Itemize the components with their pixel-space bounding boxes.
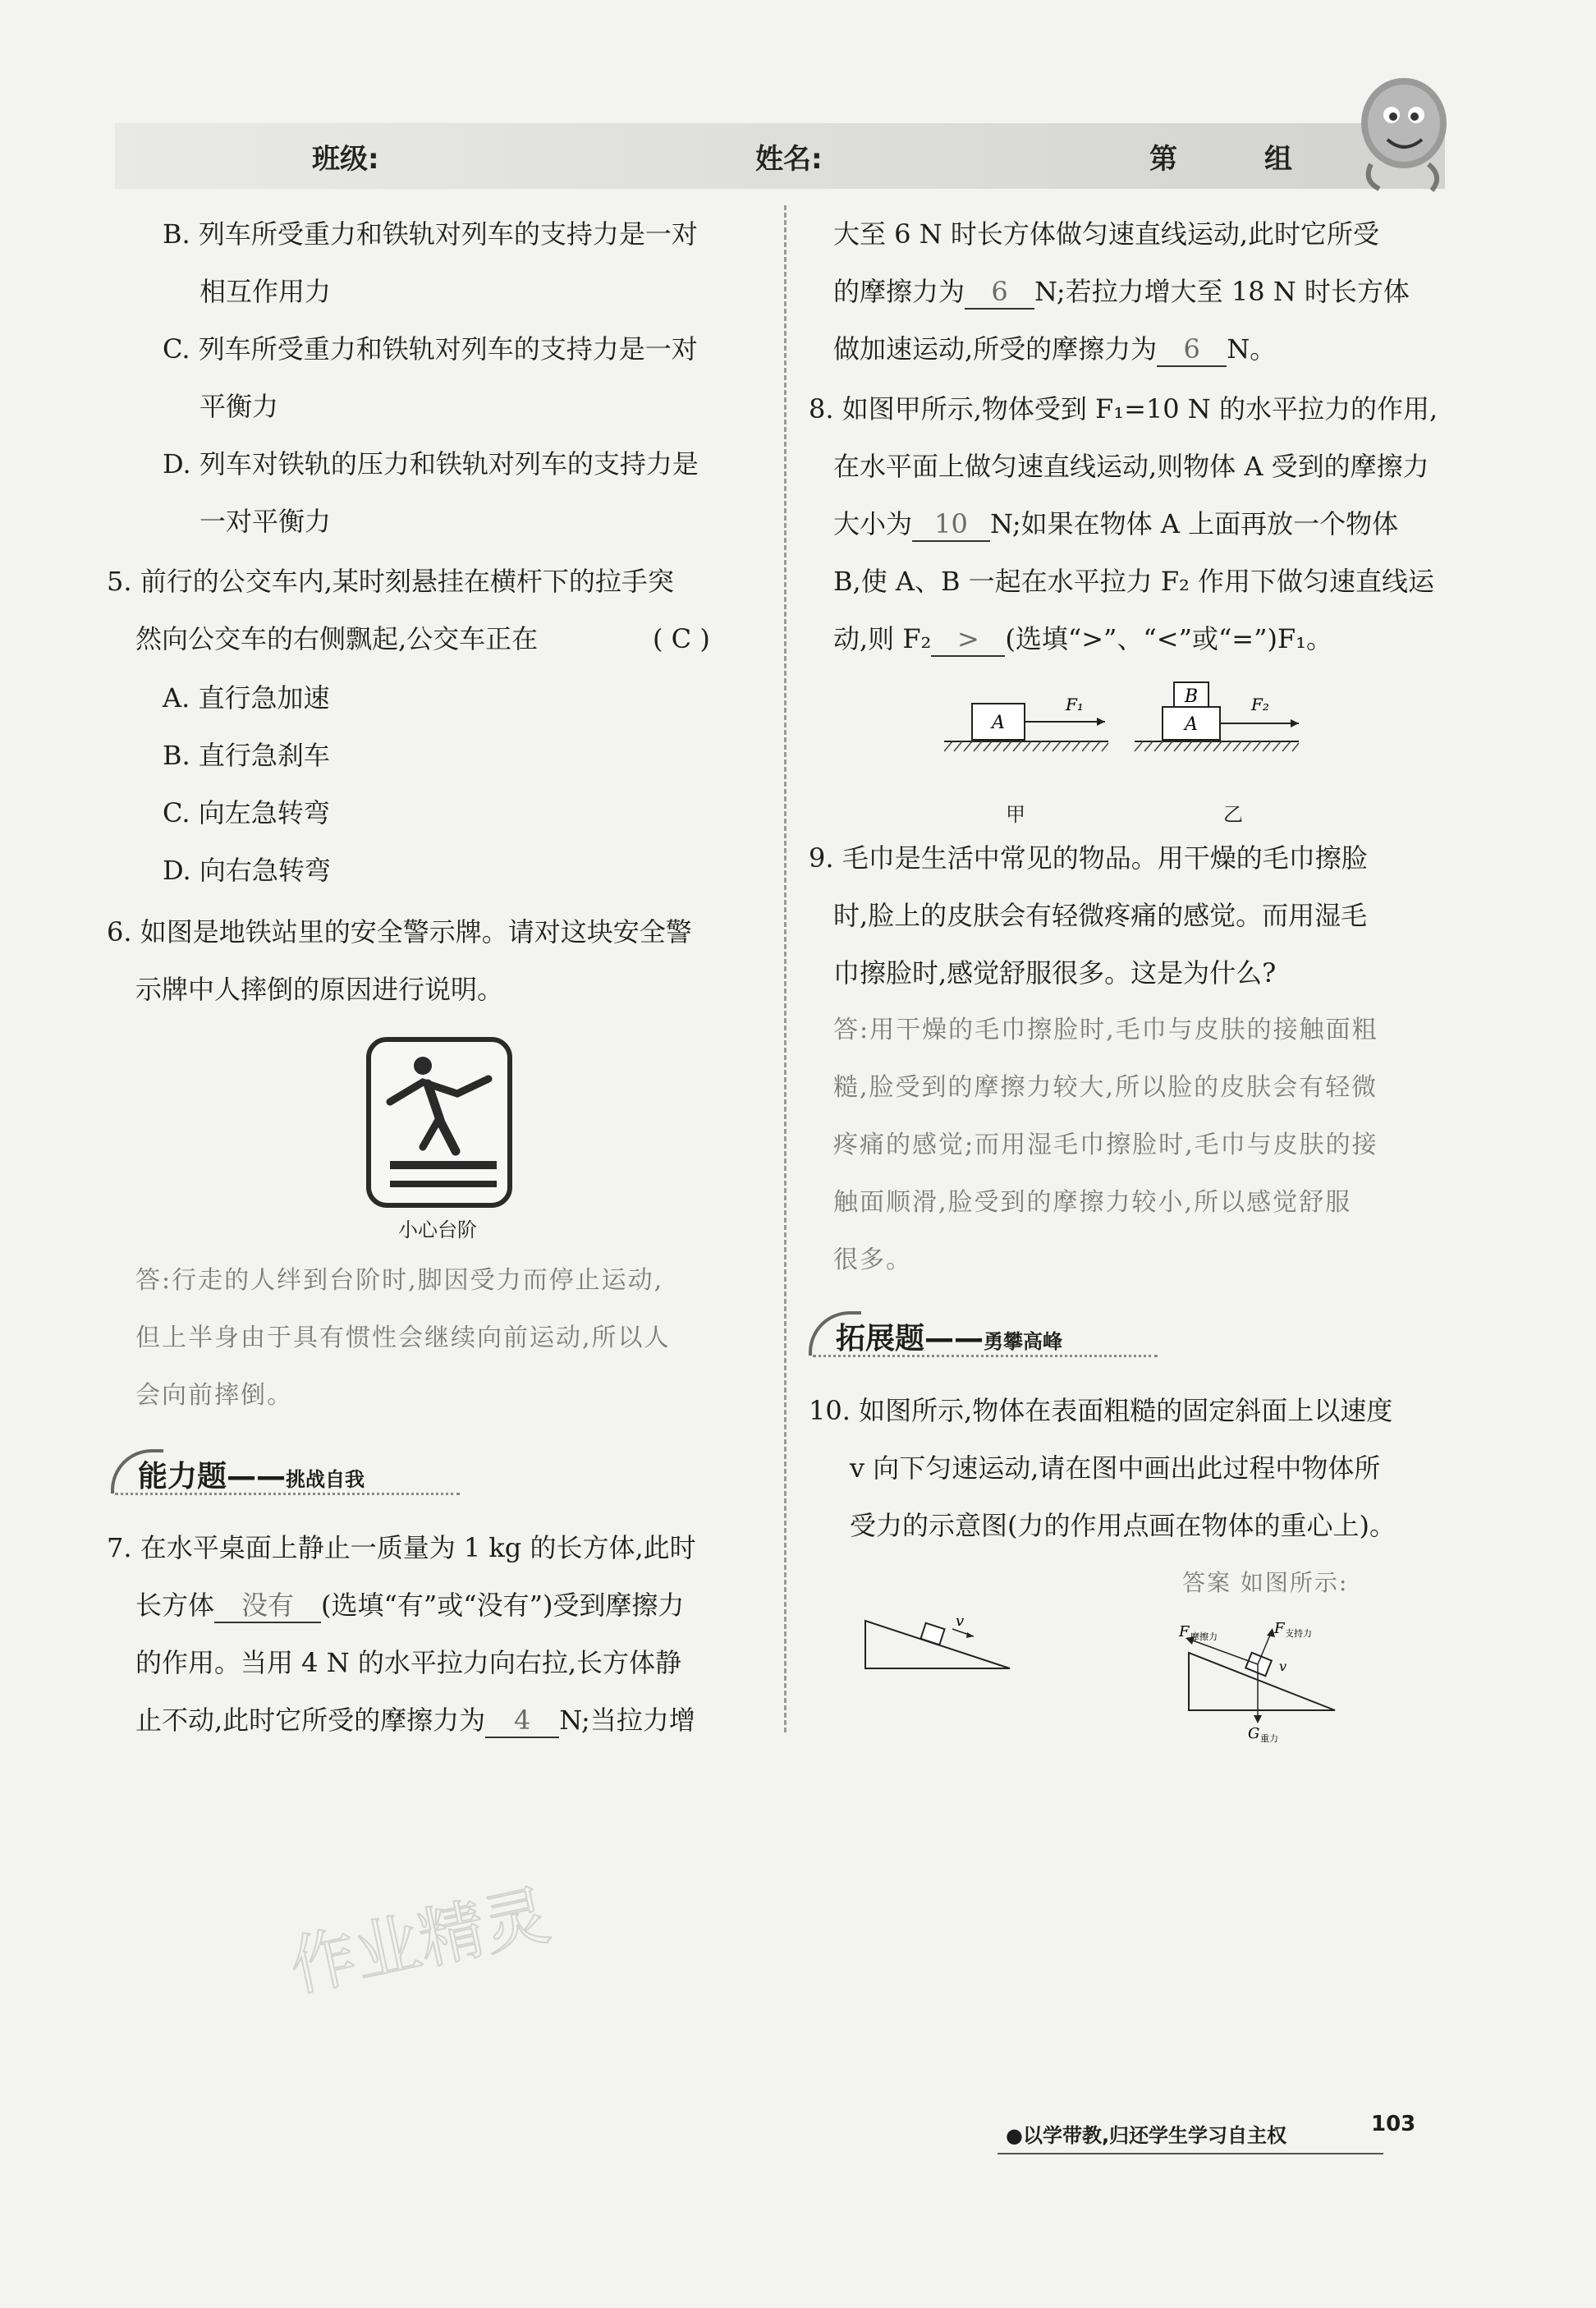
q8-line3-end: N;如果在物体 A 上面再放一个物体 [990,508,1399,539]
q9-answer-line5: 很多。 [833,1246,912,1274]
q10-support-f: F [1274,1622,1285,1637]
section-ability-title [138,1453,365,1495]
name-label: 姓名: [755,143,823,176]
q4-option-b-line2: 相互作用力 [200,276,332,307]
q6-line1: 6. 如图是地铁站里的安全警示牌。请对这块安全警 [107,916,692,948]
q7-blank-friction-18n: 6 [1157,333,1227,367]
q8-line5-end: (选填“>”、“<”或“=”)F₁。 [1005,623,1332,654]
q8-figure-jia [944,677,1117,768]
fig-jia-block-a: A [992,713,1005,733]
section-extension-sub: 勇攀高峰 [984,1330,1063,1353]
q10-line3: 受力的示意图(力的作用点画在物体的重心上)。 [850,1510,1396,1541]
q10-line2: v 向下匀速运动,请在图中画出此过程中物体所 [850,1452,1381,1484]
footer-motto: ●以学带教,归还学生学习自主权 [1006,2124,1287,2147]
section-extension-dash: —— [924,1322,984,1356]
footer-line [998,2153,1383,2154]
q10-friction-sub: 摩擦力 [1190,1631,1218,1642]
q8-line3-start: 大小为 [833,508,913,539]
q10-velocity-label: v [956,1613,965,1630]
q7-cont-line3 [833,333,1276,367]
q7-blank-friction-6n: 6 [965,275,1034,310]
q8-line1: 8. 如图甲所示,物体受到 F₁=10 N 的水平拉力的作用, [809,393,1438,424]
q9-line3: 巾擦脸时,感觉舒服很多。这是为什么? [833,957,1277,989]
q4-option-d-line1: D. 列车对铁轨的压力和铁轨对列车的支持力是 [163,448,699,479]
fig-yi-force-f2: F₂ [1251,695,1269,714]
q7-line3: 的作用。当用 4 N 的水平拉力向右拉,长方体静 [135,1647,682,1678]
q9-answer-line4: 触面顺滑,脸受到的摩擦力较小,所以感觉舒服 [833,1188,1352,1217]
q6-line2: 示牌中人摔倒的原因进行说明。 [135,974,504,1005]
q10-answer-velocity: v [1279,1659,1287,1674]
q6-answer-line3: 会向前摔倒。 [135,1381,293,1410]
q6-figure-caption: 小心台阶 [398,1218,477,1241]
q10-answer-force-diagram [1174,1622,1346,1745]
q8-line3 [833,507,1398,542]
class-label: 班级: [312,143,379,176]
q7-blank-friction-present: 没有 [214,1589,321,1623]
section-ability-dash: —— [227,1460,287,1494]
q7-line4 [135,1704,695,1738]
q7-cont-line2-end: N;若拉力增大至 18 N 时长方体 [1034,276,1410,307]
mascot-icon [1346,66,1453,197]
section-ability-sub: 挑战自我 [286,1468,365,1491]
q7-cont-line2 [833,275,1410,310]
q5-option-b: B. 直行急刹车 [163,740,330,771]
q8-line2: 在水平面上做匀速直线运动,则物体 A 受到的摩擦力 [833,451,1429,482]
q7-line2-end: (选填“有”或“没有”)受到摩擦力 [321,1590,685,1621]
q7-cont-line3-end: N。 [1227,333,1277,365]
section-extension-title [836,1315,1062,1357]
q4-option-d-line2: 一对平衡力 [200,506,332,537]
q10-answer-label: 答案 如图所示: [1182,1569,1349,1596]
q5-answer: ( C ) [653,623,710,654]
group-suffix: 组 [1264,143,1292,176]
column-divider [784,205,787,1732]
q8-line4: B,使 A、B 一起在水平拉力 F₂ 作用下做匀速直线运 [833,566,1435,597]
q9-line1: 9. 毛巾是生活中常见的物品。用干燥的毛巾擦脸 [809,842,1368,874]
q5-option-c: C. 向左急转弯 [163,797,330,828]
q8-line5-start: 动,则 F₂ [833,623,932,654]
section-ability-name: 能力题 [138,1460,227,1494]
q8-caption-jia: 甲 [1006,803,1025,826]
q10-line1: 10. 如图所示,物体在表面粗糙的固定斜面上以速度 [809,1395,1393,1426]
q7-cont-line3-start: 做加速运动,所受的摩擦力为 [833,333,1158,365]
q9-answer-line2: 糙,脸受到的摩擦力较大,所以脸的皮肤会有轻微 [833,1073,1378,1102]
q7-cont-line2-start: 的摩擦力为 [833,276,965,307]
group-prefix: 第 [1149,143,1177,176]
q9-answer-line3: 疼痛的感觉;而用湿毛巾擦脸时,毛巾与皮肤的接 [833,1131,1378,1159]
section-dots-left [115,1493,460,1495]
q10-friction-f: F [1179,1623,1190,1640]
q8-caption-yi: 乙 [1223,803,1243,826]
q8-line5 [833,622,1332,657]
q8-figure-yi [1133,677,1305,768]
q8-blank-compare: > [931,622,1005,657]
watermark-text: 作业精灵 [283,1876,557,2007]
q9-line2: 时,脸上的皮肤会有轻微疼痛的感觉。而用湿毛 [833,900,1368,931]
section-dots-right [813,1355,1158,1357]
q9-answer-line1: 答:用干燥的毛巾擦脸时,毛巾与皮肤的接触面粗 [833,1016,1378,1044]
q10-gravity-g: G [1248,1725,1260,1742]
q6-answer-line1: 答:行走的人绊到台阶时,脚因受力而停止运动, [135,1266,664,1295]
q4-option-c-line2: 平衡力 [200,391,279,422]
q7-line1: 7. 在水平桌面上静止一质量为 1 kg 的长方体,此时 [107,1532,696,1563]
q7-line2-start: 长方体 [135,1590,215,1621]
q6-answer-line2: 但上半身由于具有惯性会继续向前运动,所以人 [135,1324,671,1352]
q4-option-c-line1: C. 列车所受重力和铁轨对列车的支持力是一对 [163,333,698,365]
fig-yi-block-a: A [1185,714,1198,735]
q10-support-sub: 支持力 [1285,1628,1312,1639]
q5-line2: 然向公交车的右侧飘起,公交车正在 [135,623,539,654]
section-extension-name: 拓展题 [836,1322,925,1356]
caution-step-sign-icon [365,1036,513,1209]
q7-line4-start: 止不动,此时它所受的摩擦力为 [135,1705,486,1736]
q7-line4-end: N;当拉力增 [559,1705,695,1736]
page-number: 103 [1371,2112,1416,2136]
q7-line2 [135,1589,684,1623]
q8-blank-friction: 10 [912,507,990,542]
fig-jia-force-f1: F₁ [1066,695,1084,714]
q4-option-b-line1: B. 列车所受重力和铁轨对列车的支持力是一对 [163,218,698,250]
q5-line1: 5. 前行的公交车内,某时刻悬挂在横杆下的拉手突 [107,566,674,597]
q10-incline-figure [862,1609,1018,1675]
q7-cont-line1: 大至 6 N 时长方体做匀速直线运动,此时它所受 [833,218,1380,250]
q7-blank-friction-4n: 4 [485,1704,559,1738]
q5-option-a: A. 直行急加速 [163,682,330,714]
q10-gravity-sub: 重力 [1260,1733,1278,1744]
fig-yi-block-b: B [1184,686,1199,707]
q5-option-d: D. 向右急转弯 [163,855,331,886]
